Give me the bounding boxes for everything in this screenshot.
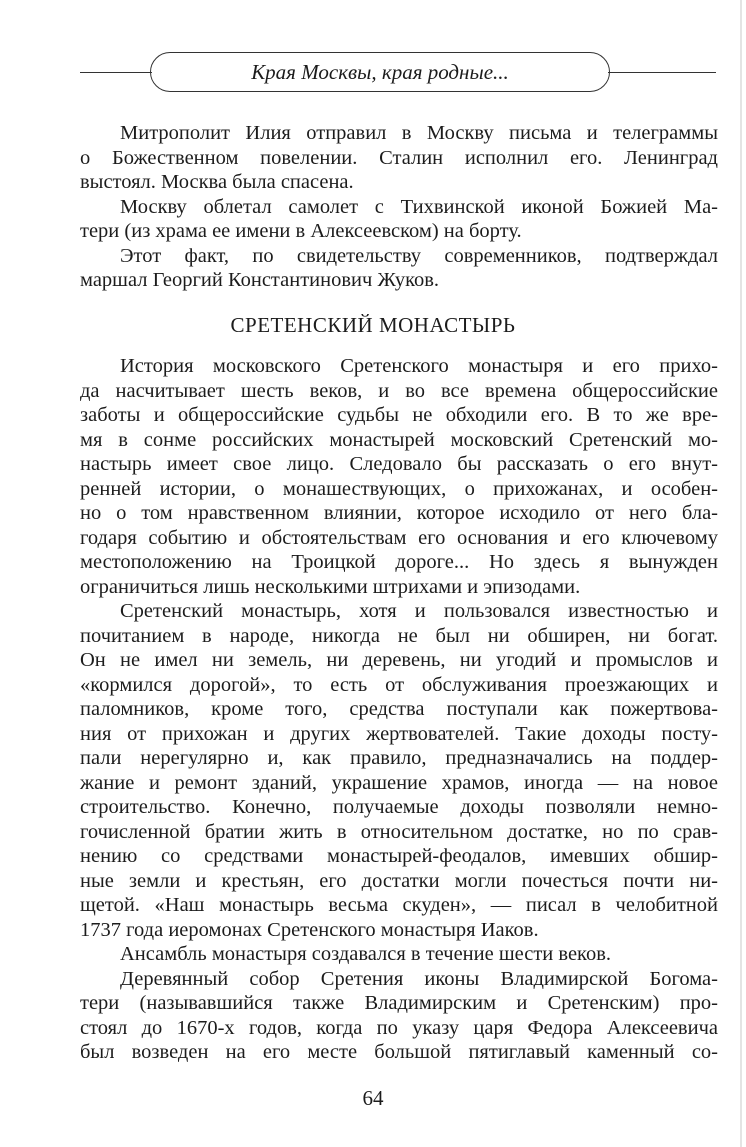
header-rule-right xyxy=(608,72,716,73)
text-line: мя в сонме российских монастырей московский Сретенский мо- xyxy=(80,428,718,451)
page-edge xyxy=(740,0,742,1147)
text-line: строительство. Конечно, получаемые доходы позволяли немно- xyxy=(80,796,718,818)
text-line: История московского Сретенского монастыря и его прихо- xyxy=(120,355,718,377)
section-heading: СРЕТЕНСКИЙ МОНАСТЫРЬ xyxy=(230,313,516,337)
text-line: тери (называвшийся также Владимирским и Сретенским) про- xyxy=(80,992,718,1014)
text-line: настырь имеет свое лицо. Следовало бы рассказать о его внут- xyxy=(80,453,718,475)
text-line: ния от прихожан и других жертвователей. Такие доходы посту- xyxy=(80,722,718,745)
text-line: да насчитывает шесть веков, и во все времена общероссийские xyxy=(80,379,718,402)
text-line: ные земли и крестьян, его достатки могли почесться почти ни- xyxy=(80,869,718,892)
text-line: о Божественном повелении. Сталин исполнил его. Ленинград xyxy=(80,146,718,169)
text-line: «кормился дорогой», то есть от обслуживания проезжающих и xyxy=(80,673,718,696)
text-line: Деревянный собор Сретения иконы Владимирской Богома- xyxy=(120,967,718,990)
text-line: местоположению на Троицкой дороге... Но здесь я вынужден xyxy=(80,551,718,573)
running-header xyxy=(80,52,716,92)
text-line: ограничиться лишь несколькими штрихами и эпизодами. xyxy=(80,575,581,598)
text-line: маршал Георгий Константинович Жуков. xyxy=(80,269,440,291)
text-line: тери (из храма ее имени в Алексеевском) на борту. xyxy=(80,220,522,242)
text-line: Этот факт, по свидетельству современников, подтверждал xyxy=(120,244,718,267)
page-number: 64 xyxy=(362,1086,384,1110)
text-line: паломников, кроме того, средства поступали как пожертвова- xyxy=(80,698,718,720)
text-line: гочисленной братии жить в относительном достатке, но по срав- xyxy=(80,820,718,843)
text-line: Он не имел ни земель, ни деревень, ни угодий и промыслов и xyxy=(80,649,718,671)
text-line: щетой. «Наш монастырь весьма скуден», — писал в челобитной xyxy=(80,894,718,916)
text-line: 1737 года иеромонах Сретенского монастыря Иаков. xyxy=(80,918,539,941)
text-block-main xyxy=(80,354,718,1065)
text-line: Ансамбль монастыря создавался в течение шести веков. xyxy=(120,943,612,965)
text-block-top xyxy=(80,121,718,293)
text-line: заботы и общероссийские судьбы не обходили его. В то же вре- xyxy=(80,404,718,426)
text-line: ренней истории, о монашествующих, о прихожанах, и особен- xyxy=(80,477,718,500)
text-line: стоял до 1670-х годов, когда по указу царя Федора Алексеевича xyxy=(80,1016,718,1039)
text-line: Сретенский монастырь, хотя и пользовался известностью и xyxy=(120,600,718,622)
text-line: нению со средствами монастырей-феодалов, имевших обшир- xyxy=(80,845,718,867)
text-line: почитанием в народе, никогда не был ни обширен, ни богат. xyxy=(80,624,718,647)
text-line: жание и ремонт зданий, украшение храмов, иногда — на новое xyxy=(80,771,718,794)
text-line: выстоял. Москва была спасена. xyxy=(80,171,354,193)
running-header-title: Края Москвы, края родные... xyxy=(150,52,610,92)
text-line: Митрополит Илия отправил в Москву письма и телеграммы xyxy=(120,122,718,144)
header-rule-left xyxy=(80,72,152,73)
text-line: был возведен на его месте большой пятиглавый каменный со- xyxy=(80,1041,718,1063)
text-line: но о том нравственном влиянии, которое исходило от него бла- xyxy=(80,502,718,524)
text-line: годаря событию и обстоятельствам его основания и его ключевому xyxy=(80,526,718,549)
text-line: Москву облетал самолет с Тихвинской иконой Божией Ма- xyxy=(120,195,718,218)
text-line: пали нерегулярно и, как правило, предназначались на поддер- xyxy=(80,747,718,769)
